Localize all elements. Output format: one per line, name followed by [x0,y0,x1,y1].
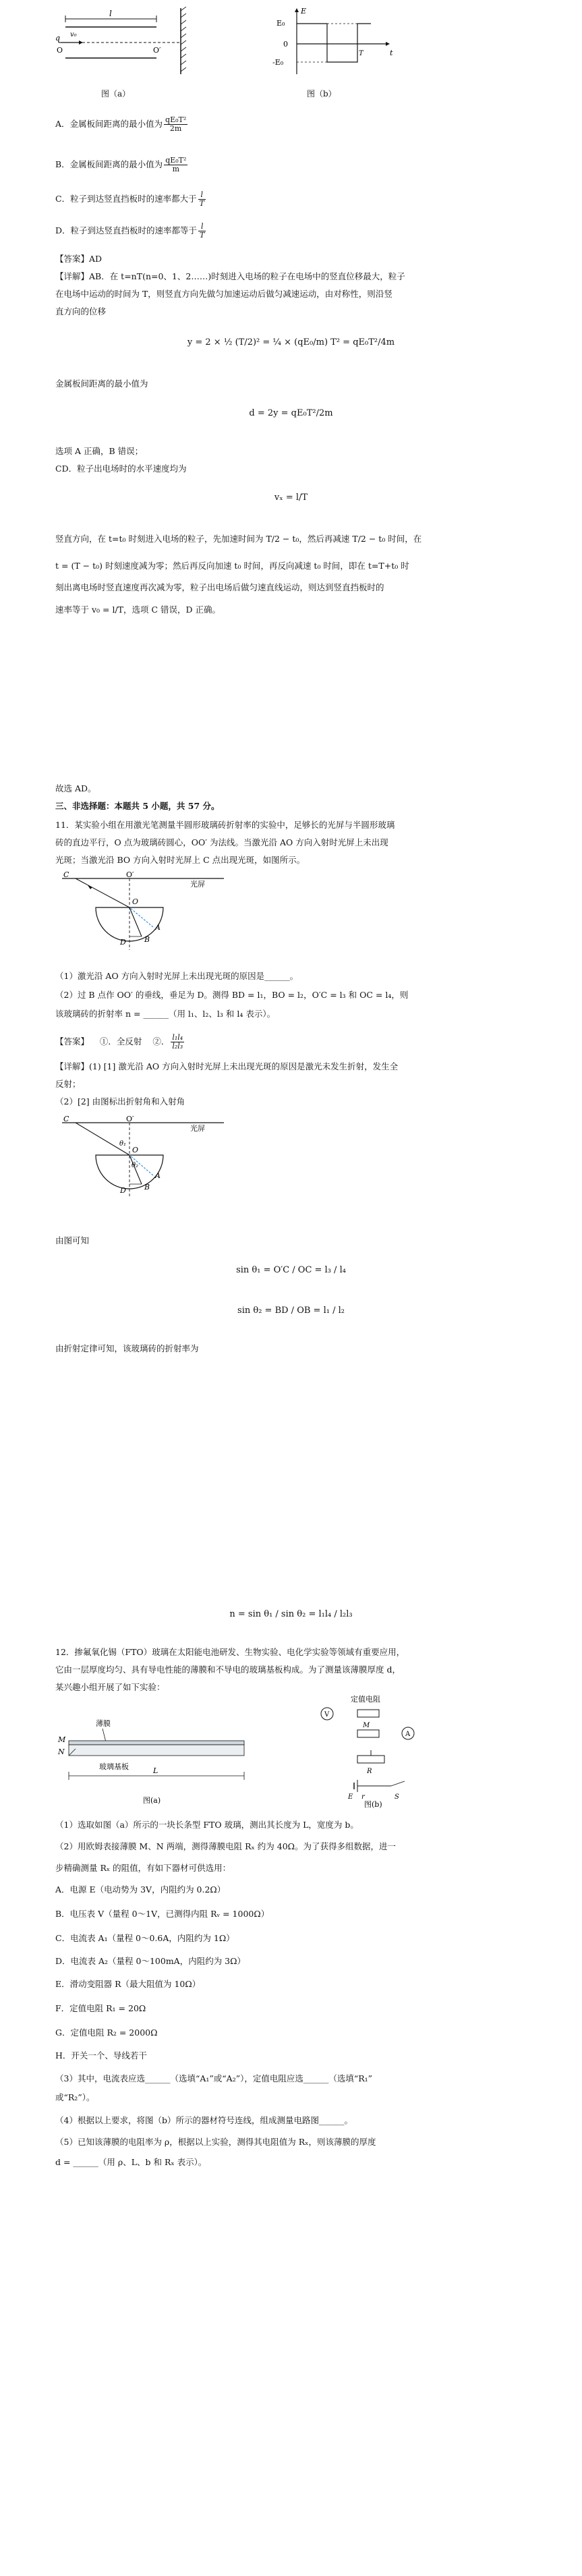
label-C-2: C [63,1115,69,1123]
q10-cd-1: 竖直方向，在 t=t₀ 时刻进入电场的粒子，先加速时间为 T/2 − t₀，然后再减速 T/2 − t₀ 时间，在 [55,534,422,544]
fixed-resistor-symbol [357,1710,379,1717]
q12-item-E: E．滑动变阻器 R（最大阻值为 10Ω） [55,1979,201,1989]
label-fixed-resistor: 定值电阻 [351,1695,380,1704]
label-screen-2: 光屏 [190,1124,205,1133]
q12-stem-2: 它由一层厚度均匀、具有导电性能的薄膜和不导电的玻璃基板构成。为了测量该薄膜厚度 d， [55,1664,401,1675]
q10-cd-text: CD．粒子出电场时的水平速度均为 [55,464,187,474]
q11-figure-1 [55,870,231,958]
q10-detail-2: 在电场中运动的时间为 T，则竖直方向先做匀加速运动后做匀减速运动，由对称性，则沿竖 [55,289,392,299]
figure-b-caption: 图（b） [307,89,337,99]
label-zero: 0 [283,40,288,49]
label-M-b: M [363,1722,370,1729]
q12-figure-b [317,1693,438,1808]
equation-sin2: sin θ₂ = BD / OB = l₁ / l₂ [237,1306,345,1316]
q11-detail-2: 反射； [55,1079,81,1089]
q12-item-F: F．定值电阻 R₁ = 20Ω [55,2003,146,2013]
section-3-heading: 三、非选择题：本题共 5 小题，共 57 分。 [55,801,220,811]
q10-cd-4: 速率等于 v₀ = l/T，选项 C 错误，D 正确。 [55,605,221,615]
label-Oprime: O′ [153,46,161,55]
q10-conclusion: 故选 AD。 [55,783,96,793]
label-E0: E₀ [277,19,285,28]
figure-b-caption-q12: 图(b) [364,1800,382,1808]
q11-sub-2-1: （2）过 B 点作 OO′ 的垂线，垂足为 D。测得 BD = l₁，BO = l₂，O′C = l₃ 和 OC = l₄，则 [55,990,409,1000]
label-O-2: O [132,1146,139,1154]
label-L: L [153,1766,158,1775]
q11-from-fig: 由图可知 [55,1235,90,1245]
label-Oprime-2: O′ [126,1115,134,1123]
q10-cd-3: 刻出离电场时竖直速度再次减为零，粒子出电场后做匀速直线运动，则达到竖直挡板时的 [55,582,384,592]
equation-d: d = 2y = qE₀T²/2m [249,408,333,418]
label-q: q [55,34,61,43]
label-Oprime: O′ [126,870,134,879]
q12-p3-2: 或“R₂”）。 [55,2092,95,2102]
q12-p5-1: （5）已知该薄膜的电阻率为 ρ，根据以上实验，测得其电阻值为 Rₓ，则该薄膜的厚度 [55,2137,376,2147]
glass-substrate [69,1745,244,1756]
q12-item-C: C．电流表 A₁（量程 0～0.6A，内阻约为 1Ω） [55,1933,235,1943]
q12-item-D: D．电流表 A₂（量程 0～100mA，内阻约为 3Ω） [55,1956,245,1966]
label-D-2: D [120,1186,126,1195]
q11-sub-2-2: 该玻璃砖的折射率 n = ______（用 l₁、l₂、l₃ 和 l₄ 表示）。 [55,1009,276,1019]
q11-detail-1: 【详解】(1) [1] 激光沿 AO 方向入射时光屏上未出现光斑的原因是激光未发生折射，发生全 [55,1061,399,1071]
q10-detail-3: 直方向的位移 [55,306,107,316]
equation-sin1: sin θ₁ = O′C / OC = l₃ / l₄ [236,1265,346,1275]
label-r: r [361,1793,365,1801]
film-layer [69,1741,244,1745]
q12-stem-1: 12．掺氟氧化锡（FTO）玻璃在太阳能电池研发、生物实验、电化学实验等领域有重要应用， [55,1647,405,1657]
label-screen: 光屏 [190,880,205,889]
label-V: V [324,1711,330,1718]
q12-item-H: H．开关一个、导线若干 [55,2050,147,2061]
label-film: 薄膜 [96,1719,111,1728]
label-A: A [155,923,161,932]
label-E-src: E [348,1793,353,1801]
label-v0: v₀ [70,31,77,38]
ray-AO [129,907,153,927]
option-D: D．粒子到达竖直挡板时的速率都等于 $\frac{l}{T}$ [55,222,205,240]
q12-item-A: A．电源 E（电动势为 3V，内阻约为 0.2Ω） [55,1884,226,1895]
label-theta2: θ₂ [132,1162,139,1169]
q10-answer: 【答案】AD [55,254,103,264]
label-negE0: -E₀ [272,58,284,67]
label-E: E [301,7,307,16]
label-M: M [58,1735,66,1744]
q12-p2-1: （2）用欧姆表接薄膜 M、N 两端，测得薄膜电阻 Rₓ 约为 40Ω。为了获得多组数据，进一 [55,1841,397,1851]
label-A-2: A [155,1171,161,1180]
q10-cd-2: t = (T − t₀) 时刻速度减为零；然后再反向加速 t₀ 时间，再反向减速 t₀ 时间，即在 t=T+t₀ 时 [55,561,409,571]
option-A: A．金属板间距离的最小值为 $\frac{\text{qE₀T²}}{2m}$ [55,115,187,133]
q12-p5-2: d = ______（用 ρ、L、b 和 Rₓ 表示）。 [55,2157,207,2167]
q12-figure-a [55,1700,258,1808]
equation-y: y = 2 × ½ (T/2)² = ¼ × (qE₀/m) T² = qE₀T²/4m [187,337,395,347]
option-B: B．金属板间距离的最小值为 $\frac{\text{qE₀T²}}{m}$ [55,156,187,173]
label-B: B [144,935,150,944]
q10-a-correct: 选项 A 正确，B 错误； [55,446,144,456]
q11-stem-2: 砖的直边平行，O 点为玻璃砖圆心，OO′ 为法线。当激光沿 AO 方向入射时光屏上未出现 [55,837,388,847]
figure-a [55,7,204,81]
q11-figure-2 [55,1113,231,1208]
q11-sub-1: （1）激光沿 AO 方向入射时光屏上未出现光斑的原因是______。 [55,971,299,981]
q12-p2-2: 步精确测量 Rₓ 的阻值，有如下器材可供选用： [55,1863,231,1873]
q11-stem-3: 光斑；当激光沿 BO 方向入射时光屏上 C 点出现光斑，如图所示。 [55,855,305,865]
label-l: l [109,9,112,18]
q11-detail-3: （2）[2] 由图标出折射角和入射角 [55,1096,185,1107]
label-S: S [395,1793,399,1801]
q10-detail-1: 【详解】AB．在 t=nT(n=0、1、2……)时刻进入电场的粒子在电场中的竖直位移最大，粒子 [55,271,405,281]
label-D: D [120,938,126,947]
q11-law-text: 由折射定律可知，该玻璃砖的折射率为 [55,1343,199,1353]
label-theta1: θ₁ [119,1140,127,1148]
label-T: T [359,50,363,57]
label-O: O [57,46,63,55]
option-C: C．粒子到达竖直挡板时的速率都大于 $\frac{l}{T}$ [55,190,204,208]
figure-b [270,7,398,81]
label-O: O [132,897,139,906]
film-resistor-symbol [357,1730,379,1737]
label-t: t [390,49,393,57]
label-N: N [58,1747,65,1756]
label-R: R [367,1768,372,1775]
q12-p4: （4）根据以上要求，将图（b）所示的器材符号连线，组成测量电路图______。 [55,2115,353,2125]
label-A-meter: A [405,1731,411,1738]
q12-p3-1: （3）其中，电流表应选______（选填“A₁”或“A₂”），定值电阻应选______（选填“R₁” [55,2073,373,2083]
q12-stem-3: 某兴趣小组开展了如下实验： [55,1682,165,1692]
q12-item-B: B．电压表 V（量程 0～1V，已测得内阻 Rᵥ = 1000Ω） [55,1909,270,1919]
label-B-2: B [144,1183,150,1192]
rheostat-symbol [357,1756,384,1763]
q10-min-distance: 金属板间距离的最小值为 [55,379,148,389]
equation-n: n = sin θ₁ / sin θ₂ = l₁l₄ / l₂l₃ [229,1609,353,1619]
label-substrate: 玻璃基板 [99,1762,129,1771]
q11-stem-1: 11．某实验小组在用激光笔测量半圆形玻璃砖折射率的实验中，足够长的光屏与半圆形玻璃 [55,820,395,830]
label-C: C [63,870,69,879]
q11-answer: 【答案】 ①．全反射 ②． $\frac{\text{l₁l₄}}{\text{l₂l₃}}$ [55,1033,183,1051]
figure-a-caption: 图（a） [101,89,131,99]
equation-vx: vₓ = l/T [274,493,308,503]
figure-a-caption-q12: 图(a) [143,1796,161,1805]
q12-item-G: G．定值电阻 R₂ = 2000Ω [55,2027,158,2038]
q12-p1: （1）选取如图（a）所示的一块长条型 FTO 玻璃，测出其长度为 L，宽度为 b。 [55,1820,359,1830]
